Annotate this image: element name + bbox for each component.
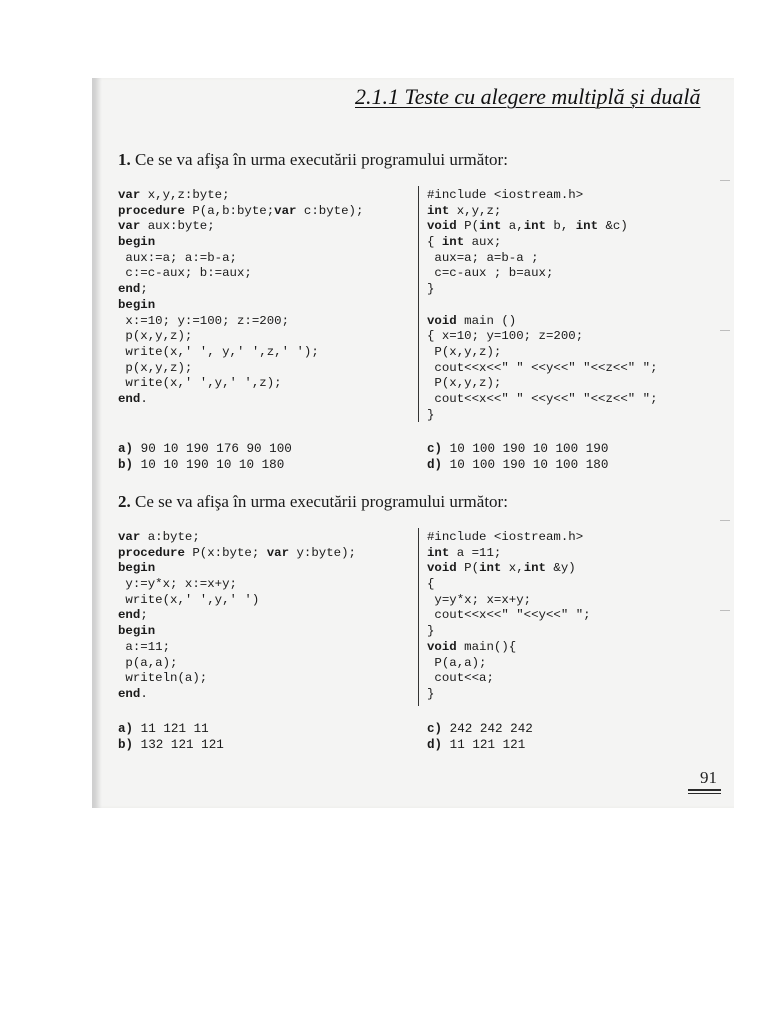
pascal-code-line [118, 329, 363, 345]
answer-option [118, 458, 292, 474]
answer-option [118, 442, 292, 458]
question-1 [118, 150, 508, 170]
code-keyword: int [427, 203, 450, 218]
answer-value: 11 121 121 [442, 737, 526, 752]
code-keyword: var [274, 203, 297, 218]
cpp-code-line [427, 546, 591, 562]
cpp-code-line [427, 298, 658, 314]
scan-artifact [720, 610, 730, 611]
question-2-text: Ce se va afişa în urma executării programului următor: [135, 492, 508, 511]
cpp-code-line [427, 282, 658, 298]
code-text: } [427, 407, 435, 422]
answer-label: b) [118, 457, 134, 472]
code-keyword: end [118, 282, 141, 297]
code-text: aux; [464, 235, 502, 250]
page-number-rule [688, 789, 721, 791]
question-2-number: 2. [118, 492, 131, 511]
code-text: c:byte); [296, 203, 364, 218]
code-text: } [427, 624, 435, 639]
code-text: main(){ [456, 639, 517, 654]
pascal-code-line [118, 671, 356, 687]
cpp-code-line [427, 671, 591, 687]
answer-option [427, 722, 533, 738]
cpp-code-line [427, 408, 658, 424]
answer-value: 132 121 121 [133, 737, 224, 752]
code-keyword: begin [118, 624, 156, 639]
code-text: y:=y*x; x:=x+y; [118, 577, 237, 592]
question-2 [118, 492, 508, 512]
code-keyword: int [427, 545, 450, 560]
code-keyword: var [118, 530, 141, 544]
answer-option [427, 442, 608, 458]
code-text: &y) [546, 561, 576, 576]
code-text: y=y*x; x=x+y; [427, 592, 532, 607]
q1-pascal-code [118, 188, 363, 408]
code-text: write(x,' ',y,' ',z); [118, 376, 282, 391]
cpp-code-line [427, 204, 658, 220]
code-text: x, [501, 561, 524, 576]
code-keyword: var [266, 545, 290, 560]
cpp-code-line [427, 251, 658, 267]
question-1-number: 1. [118, 150, 131, 169]
cpp-code-line [427, 188, 658, 204]
pascal-code-line [118, 546, 356, 562]
code-keyword: var [118, 219, 141, 234]
code-keyword: procedure [118, 203, 185, 218]
cpp-code-line [427, 624, 591, 640]
code-text: p(a,a); [118, 655, 178, 670]
pascal-code-line [118, 624, 356, 640]
cpp-code-line [427, 345, 658, 361]
page-number: 91 [700, 768, 717, 787]
cpp-code-line [427, 656, 591, 672]
pascal-code-line [118, 656, 356, 672]
cpp-code-line [427, 608, 591, 624]
page-binding-shadow [92, 78, 102, 808]
code-text: aux:byte; [140, 219, 215, 234]
answer-label: d) [427, 457, 443, 472]
pascal-code-line [118, 361, 363, 377]
cpp-code-line [427, 640, 591, 656]
pascal-code-line [118, 593, 356, 609]
pascal-code-line [118, 235, 363, 251]
code-keyword: int [441, 235, 465, 250]
answer-option [118, 738, 224, 754]
code-text: cout<<x<<" " <<y<<" "<<z<<" "; [427, 391, 658, 406]
code-keyword: void [427, 313, 457, 328]
pascal-code-line [118, 640, 356, 656]
answer-label: c) [427, 722, 443, 736]
code-text: aux:=a; a:=b-a; [118, 250, 237, 265]
cpp-code-line [427, 361, 658, 377]
code-text: P(a,a); [427, 655, 487, 670]
cpp-code-line [427, 266, 658, 282]
code-text: x:=10; y:=100; z:=200; [118, 313, 290, 328]
code-text: P(x,y,z); [427, 376, 502, 391]
cpp-code-line [427, 376, 658, 392]
code-text: P(x:byte; [184, 545, 267, 560]
code-text: &c) [598, 219, 628, 234]
code-keyword: void [427, 219, 457, 234]
answer-option [427, 738, 533, 754]
cpp-code-line [427, 219, 658, 235]
answer-value: 11 121 11 [133, 722, 209, 736]
code-text: ; [140, 608, 148, 623]
answer-value: 10 100 190 10 100 190 [442, 442, 609, 456]
code-text: a, [501, 219, 524, 234]
scan-artifact [720, 520, 730, 521]
q2-pascal-code [118, 530, 356, 703]
answer-label: a) [118, 442, 134, 456]
code-text: { [427, 577, 435, 592]
code-keyword: var [118, 188, 141, 202]
cpp-code-line [427, 329, 658, 345]
code-text: { x=10; y=100; z=200; [427, 329, 584, 344]
code-text: write(x,' ', y,' ',z,' '); [118, 344, 319, 359]
answer-label: d) [427, 737, 443, 752]
q2-answers-right [427, 722, 533, 753]
cpp-code-line [427, 577, 591, 593]
code-text: cout<<x<<" " <<y<<" "<<z<<" "; [427, 360, 658, 375]
code-text: . [140, 686, 148, 701]
q2-answers-left [118, 722, 224, 753]
pascal-code-line [118, 266, 363, 282]
code-keyword: begin [118, 297, 156, 312]
answer-value: 10 10 190 10 10 180 [133, 457, 285, 472]
answer-value: 242 242 242 [442, 722, 533, 736]
q1-cpp-code [427, 188, 658, 423]
q1-answers-right [427, 442, 608, 473]
code-keyword: begin [118, 561, 156, 576]
code-text: P( [456, 561, 480, 576]
q2-column-divider [418, 528, 419, 706]
pascal-code-line [118, 577, 356, 593]
code-keyword: int [523, 219, 546, 234]
code-text: P(a,b:byte; [184, 203, 275, 218]
cpp-code-line [427, 561, 591, 577]
code-keyword: int [523, 561, 546, 576]
pascal-code-line [118, 561, 356, 577]
code-text: #include <iostream.h> [427, 188, 584, 202]
page-number-rule-thin [688, 793, 721, 794]
pascal-code-line [118, 204, 363, 220]
pascal-code-line [118, 376, 363, 392]
q2-cpp-code [427, 530, 591, 703]
cpp-code-line [427, 314, 658, 330]
code-text: c:=c-aux; b:=aux; [118, 266, 252, 281]
cpp-code-line [427, 530, 591, 546]
question-1-text: Ce se va afişa în urma executării programului următor: [135, 150, 508, 169]
pascal-code-line [118, 314, 363, 330]
code-text: cout<<x<<" "<<y<<" "; [427, 608, 591, 623]
code-keyword: end [118, 391, 141, 406]
code-text: p(x,y,z); [118, 329, 193, 344]
code-text: p(x,y,z); [118, 360, 193, 375]
code-text: } [427, 686, 435, 701]
pascal-code-line [118, 298, 363, 314]
code-text: #include <iostream.h> [427, 530, 584, 544]
cpp-code-line [427, 235, 658, 251]
pascal-code-line [118, 219, 363, 235]
pascal-code-line [118, 282, 363, 298]
answer-label: b) [118, 737, 134, 752]
code-text: cout<<a; [427, 671, 494, 686]
code-text: c=c-aux ; b=aux; [427, 266, 554, 281]
cpp-code-line [427, 593, 591, 609]
code-text: writeln(a); [118, 671, 208, 686]
answer-label: c) [427, 442, 443, 456]
pascal-code-line [118, 345, 363, 361]
code-text: ; [140, 282, 148, 297]
pascal-code-line [118, 608, 356, 624]
code-text: a:byte; [140, 530, 200, 544]
code-keyword: procedure [118, 545, 185, 560]
answer-value: 10 100 190 10 100 180 [442, 457, 609, 472]
scan-artifact [720, 180, 730, 181]
code-keyword: end [118, 608, 141, 623]
section-title: 2.1.1 Teste cu alegere multiplă și duală [355, 84, 701, 109]
code-keyword: void [427, 639, 457, 654]
code-text: P(x,y,z); [427, 344, 502, 359]
pascal-code-line [118, 188, 363, 204]
code-keyword: end [118, 686, 141, 701]
answer-value: 90 10 190 176 90 100 [133, 442, 292, 456]
code-text: x,y,z:byte; [140, 188, 230, 202]
code-keyword: int [575, 219, 599, 234]
q1-answers-left [118, 442, 292, 473]
pascal-code-line [118, 251, 363, 267]
q1-column-divider [418, 186, 419, 422]
answer-label: a) [118, 722, 134, 736]
code-keyword: begin [118, 235, 156, 250]
pascal-code-line [118, 687, 356, 703]
code-text: . [140, 391, 148, 406]
answer-option [118, 722, 224, 738]
cpp-code-line [427, 392, 658, 408]
code-keyword: int [479, 219, 502, 234]
code-text: main () [456, 313, 517, 328]
code-text: aux=a; a=b-a ; [427, 250, 539, 265]
code-text: b, [546, 219, 576, 234]
code-text: y:byte); [289, 545, 356, 560]
code-text: } [427, 282, 435, 297]
pascal-code-line [118, 530, 356, 546]
code-text: a:=11; [118, 639, 171, 654]
code-text: { [427, 235, 442, 250]
scan-artifact [720, 330, 730, 331]
code-text: x,y,z; [449, 203, 502, 218]
code-text: P( [456, 219, 480, 234]
code-keyword: void [427, 561, 457, 576]
code-text: a =11; [449, 545, 502, 560]
pascal-code-line [118, 392, 363, 408]
cpp-code-line [427, 687, 591, 703]
code-text: write(x,' ',y,' ') [118, 592, 260, 607]
answer-option [427, 458, 608, 474]
code-keyword: int [479, 561, 502, 576]
